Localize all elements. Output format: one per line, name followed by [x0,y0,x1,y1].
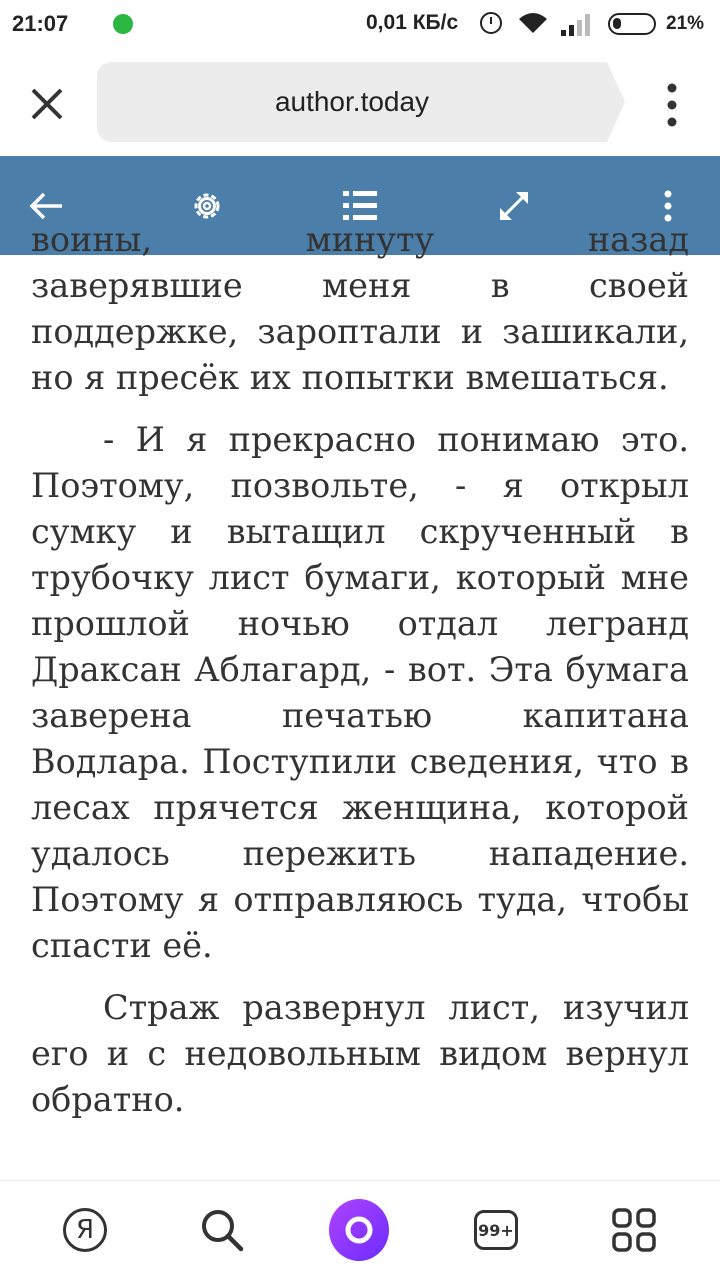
yandex-button[interactable] [55,1200,115,1260]
battery-percent: 21% [666,13,705,34]
apps-grid-icon [611,1207,657,1253]
status-bar [0,0,720,50]
paragraph: - И я прекрасно понимаю это. Поэтому, позвольте, - я открыл сумку и вытащил скрученный в трубочку лист бумаги, который мне прошлой ночью отдал легранд Драксан Аблагард, - вот. Эта бумага заверена печатью капитана Водлара. Поступили сведения, что в лесах прячется женщина, которой удалось пережить нападение. Поэтому я отправляюсь туда, чтобы спасти её. [31,420,689,965]
search-icon [199,1207,245,1253]
tabs-button[interactable] [466,1200,526,1260]
browser-bar [0,50,720,156]
apps-button[interactable] [604,1200,664,1260]
kebab-menu-icon[interactable] [658,82,686,128]
tabs-count: 99+ [478,1220,514,1240]
address-bar[interactable] [97,62,607,142]
battery-icon [608,13,656,35]
wifi-icon [517,11,549,35]
yandex-icon [63,1208,107,1252]
close-icon[interactable] [27,84,67,124]
network-speed: 0,01 КБ/с [366,11,459,34]
tabs-icon [474,1210,518,1250]
status-time: 21:07 [12,11,69,36]
bottom-navigation [0,1180,720,1281]
yandex-letter: Я [75,1215,95,1245]
alarm-icon [480,12,502,34]
whatsapp-icon [113,14,133,34]
paragraph: заверявшие меня в своей поддержке, зароптали и зашикали, но я пресёк их попытки вмешаться. [31,266,689,397]
paragraph: Страж развернул лист, изучил его и с недовольным видом вернул обратно. [31,988,689,1119]
reader-content[interactable] [0,220,720,1180]
partial-line: воины, минуту назад [31,220,689,259]
alice-button[interactable] [329,1200,389,1260]
book-text [31,217,689,1139]
alice-icon [329,1199,389,1261]
search-button[interactable] [192,1200,252,1260]
url-text: author.today [274,86,430,117]
signal-icon [561,14,593,36]
